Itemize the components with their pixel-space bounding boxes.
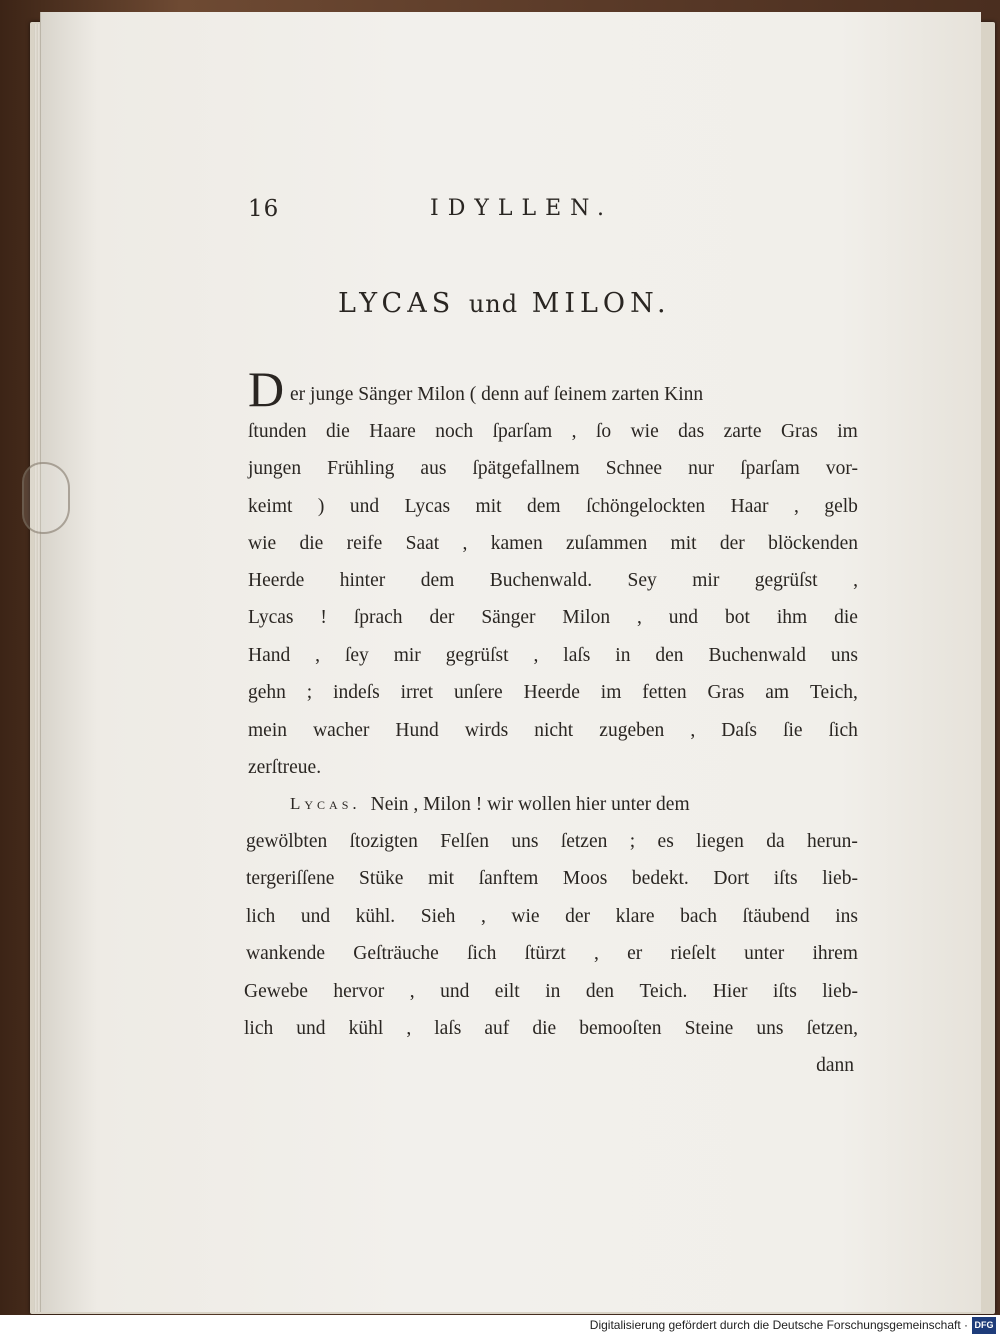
- footer-credit: Digitalisierung gefördert durch die Deutsche Forschungsgemeinschaft ·: [589, 1318, 968, 1332]
- text-line: gewölbten ſtozigten Felſen uns ſetzen ; es liegen da herun-: [246, 831, 858, 852]
- text-line: er junge Sänger Milon ( denn auf ſeinem zarten Kinn: [290, 384, 704, 405]
- dfg-logo: DFG: [972, 1317, 996, 1334]
- text-line: Heerde hinter dem Buchenwald. Sey mir gegrüſst ,: [248, 570, 858, 591]
- text-line: gehn ; indeſs irret unſere Heerde im fetten Gras am Teich,: [248, 682, 858, 703]
- catchword: dann: [816, 1055, 854, 1076]
- chapter-title: [338, 288, 671, 319]
- text-line: wankende Geſträuche ſich ſtürzt , er rieſelt unter ihrem: [246, 943, 858, 964]
- text-line: Gewebe hervor , und eilt in den Teich. Hier iſts lieb-: [244, 981, 858, 1002]
- text-line: lich und kühl. Sieh , wie der klare bach ſtäubend ins: [246, 906, 858, 927]
- dialogue-line: [290, 794, 858, 816]
- text-line: tergeriſſene Stüke mit ſanftem Moos bedekt. Dort iſts lieb-: [246, 868, 858, 889]
- text-line: wie die reife Saat , kamen zuſammen mit der blöckenden: [248, 533, 858, 554]
- speaker-name: Lycas.: [290, 794, 361, 813]
- text-line: zerſtreue.: [248, 757, 322, 778]
- paper-clip: [22, 462, 70, 534]
- text-line: jungen Frühling aus ſpätgefallnem Schnee nur ſparſam vor-: [248, 458, 858, 479]
- text-line: mein wacher Hund wirds nicht zugeben , Daſs ſie ſich: [248, 720, 858, 741]
- title-milon: MILON.: [531, 288, 671, 319]
- title-und: und: [468, 290, 519, 318]
- drop-cap: D: [248, 361, 285, 417]
- dialogue-text: Nein , Milon ! wir wollen hier unter dem: [370, 794, 690, 815]
- text-line: keimt ) und Lycas mit dem ſchöngelockten Haar , gelb: [248, 496, 858, 517]
- page-number: 16: [248, 196, 280, 222]
- text-line: Hand , ſey mir gegrüſst , laſs in den Buchenwald uns: [248, 645, 858, 666]
- running-head: IDYLLEN.: [430, 196, 613, 221]
- text-line: Lycas ! ſprach der Sänger Milon , und bot ihm die: [248, 607, 858, 628]
- title-lycas: LYCAS: [338, 288, 456, 319]
- text-line: lich und kühl , laſs auf die bemooſten Steine uns ſetzen,: [244, 1018, 858, 1039]
- text-line: ſtunden die Haare noch ſparſam , ſo wie das zarte Gras im: [248, 421, 858, 442]
